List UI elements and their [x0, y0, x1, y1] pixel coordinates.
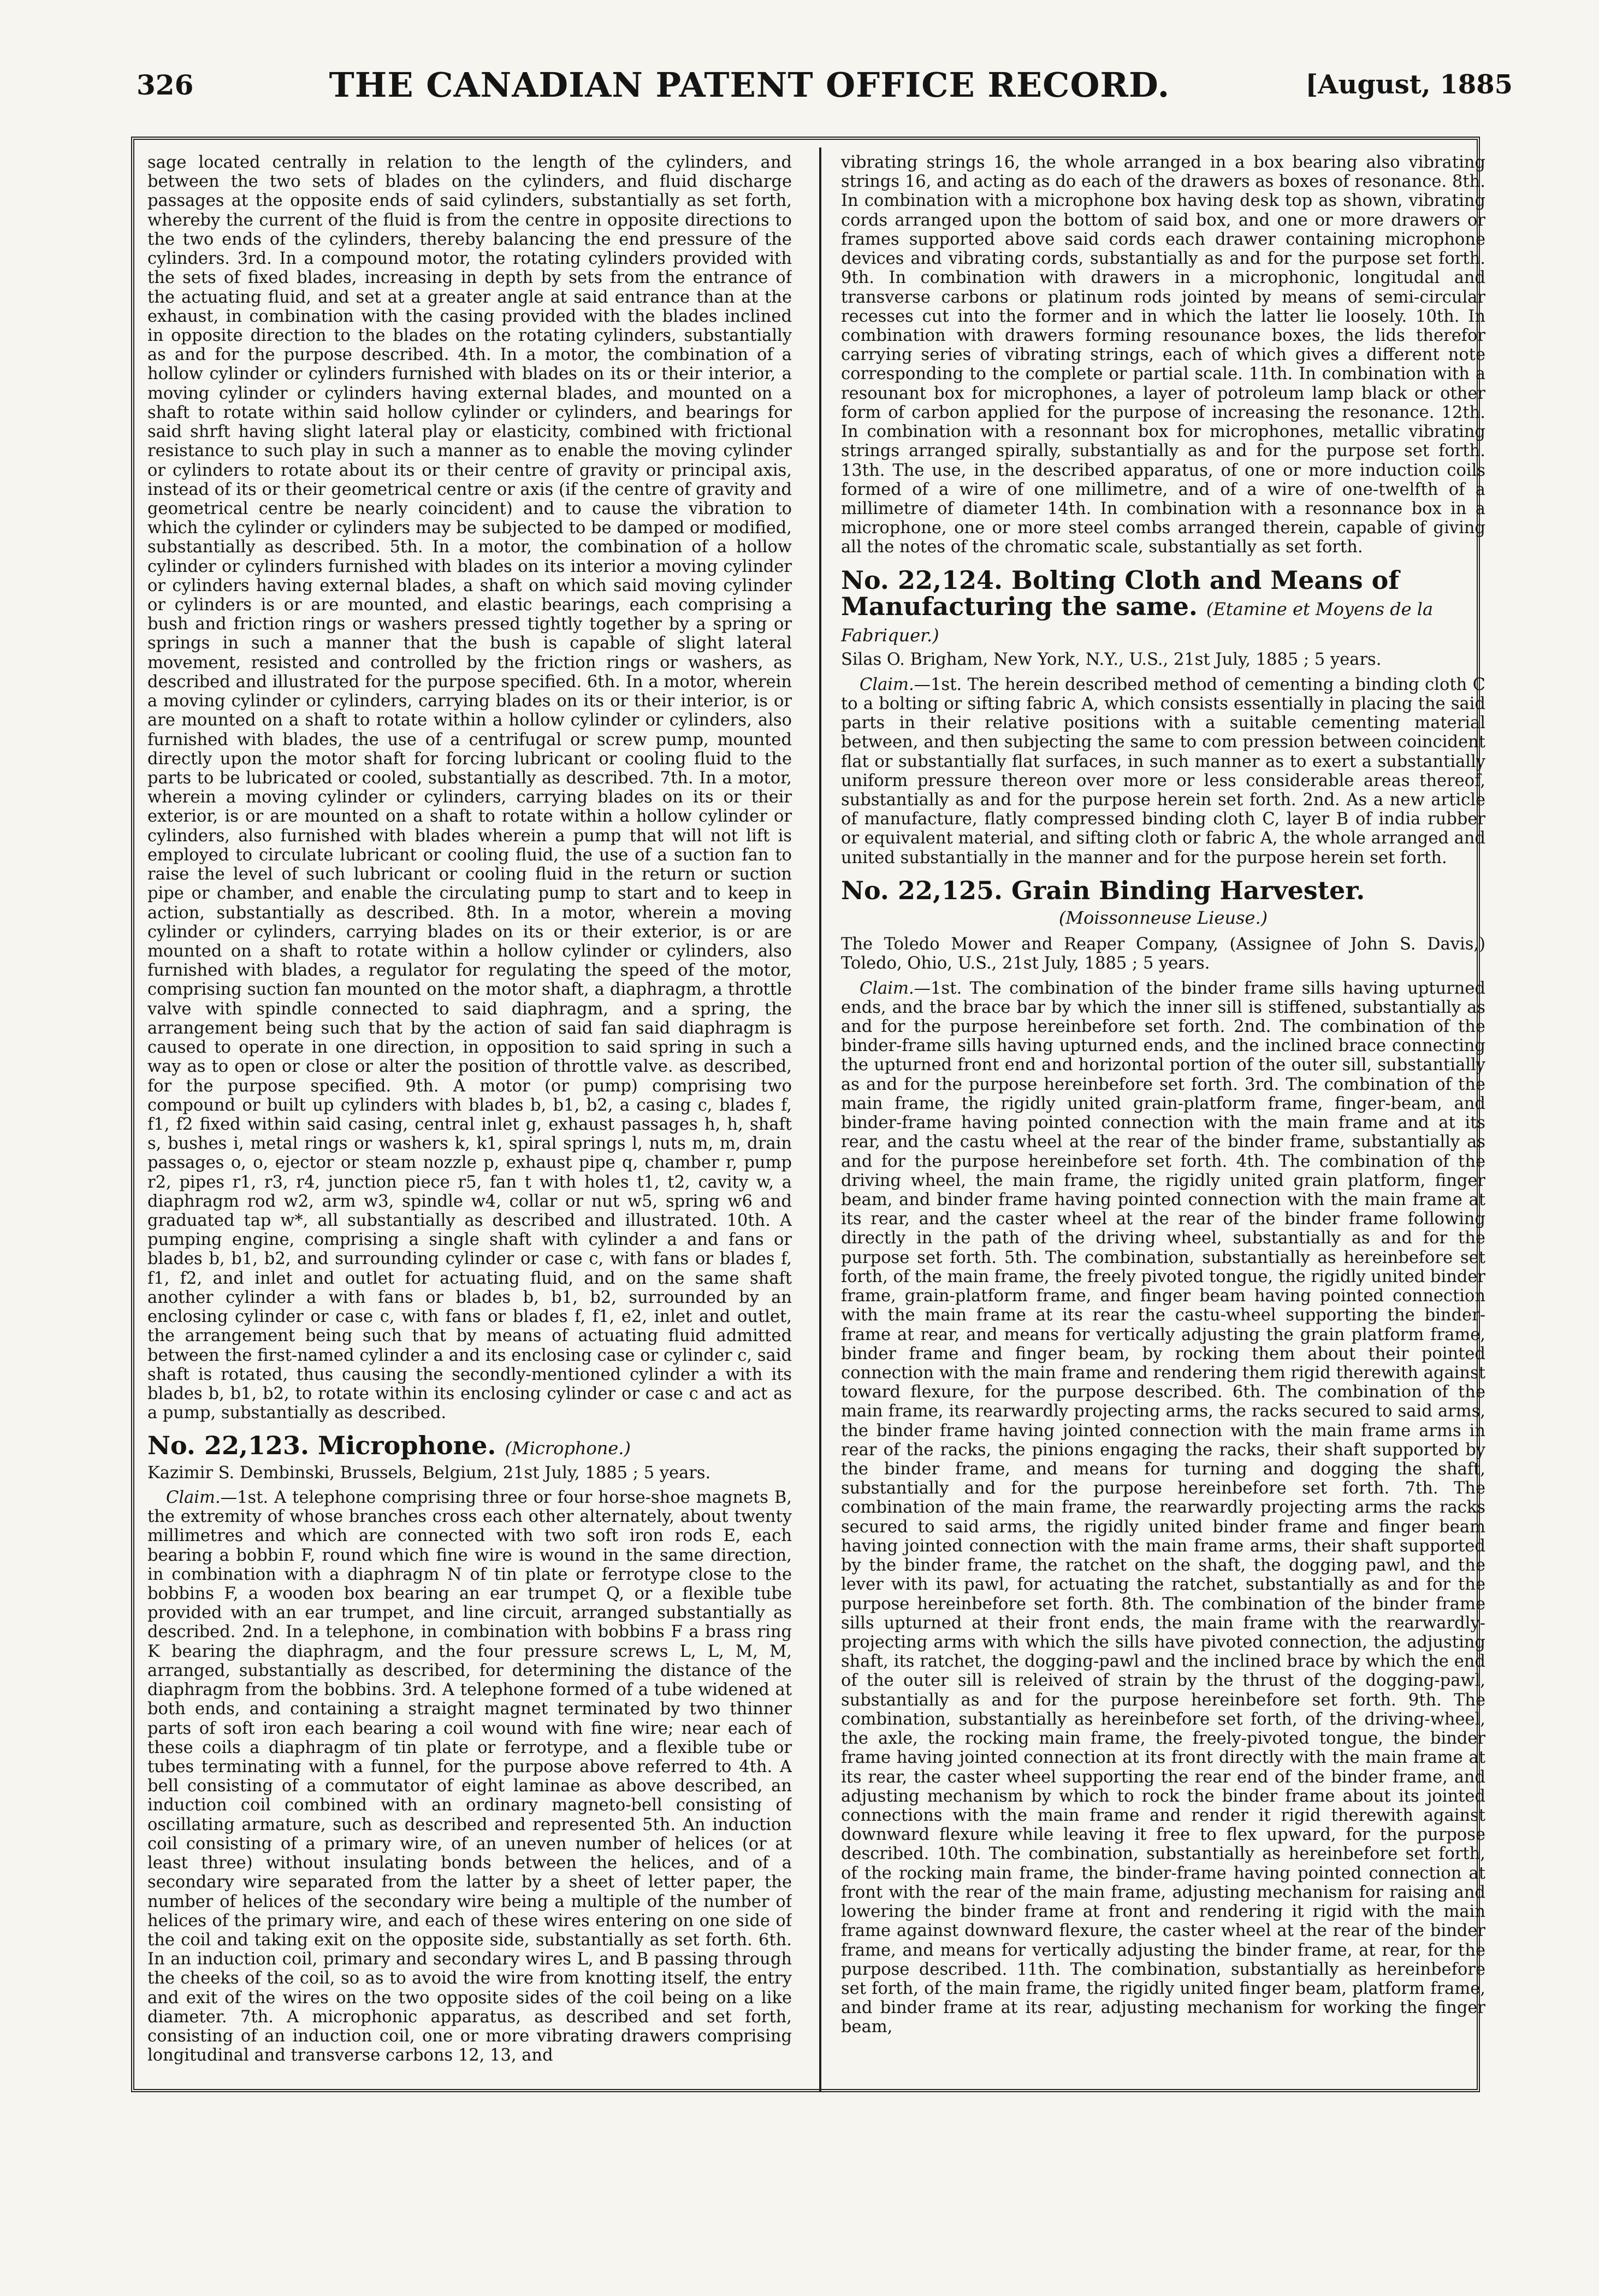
patent-22124-title: No. 22,124. Bolting Cloth and Means of Manufacturing the same.: [841, 565, 1400, 621]
claim-text: —1st. The herein described method of cementing a binding cloth C to a bolting or sifting fabric A, which consists essentially in placing the said parts in their relative positions with a suitable cementing material between, and then subjecting the same to com pression between coincident flat or substantially flat surfaces, in such manner as to exert a substantially uniform pressure thereon over more or less considerable areas thereof, substantially as and for the purpose herein set forth. 2nd. As a new article of manufacture, flatly compressed binding cloth C, layer B of india rubber or equivalent material, and sifting cloth or fabric A, the whole arranged and united substantially in the manner and for the purpose herein set forth.: [841, 675, 1485, 867]
claim-label: Claim.: [166, 1488, 221, 1507]
column-divider: [819, 147, 821, 2092]
patent-22125-french-title: (Moissonneuse Lieuse.): [1058, 907, 1268, 929]
journal-title: THE CANADIAN PATENT OFFICE RECORD.: [329, 64, 1170, 105]
claim-text: —1st. The combination of the binder frame sills having upturned ends, and the brace bar by which the inner sill is stiffened, substantially as and for the purpose hereinbefore set forth. 2nd. The combination of the binder-frame sills having upturned ends, and the inclined brace connecting the upturned front end and horizontal portion of the outer sill, substantially as and for the purpose hereinbefore set forth. 3rd. The combination of the main frame, the rigidly united grain-platform frame, finger-beam, and binder-frame having pointed connection with the main frame and at its rear, and the castu wheel at the rear of the binder frame, substantially as and for the purpose hereinbefore set forth. 4th. The combination of the driving wheel, the main frame, the rigidly united grain platform, finger beam, and binder frame having pointed connection with the main frame at its rear, and the caster wheel at the rear of the binder frame following directly in the path of the driving wheel, substantially as and for the purpose set forth. 5th. The combination, substantially as hereinbefore set forth, of the main frame, the freely pivoted tongue, the rigidly united binder frame, grain-platform frame, and finger beam having pointed connection with the main frame at its rear the castu-wheel supporting the binder-frame at rear, and means for vertically adjusting the grain platform frame, binder frame and finger beam, by rocking them about their pointed connection with the main frame and rendering them rigid therewith against toward flexure, for the purpose described. 6th. The combination of the main frame, its rearwardly projecting arms, the racks secured to said arms, the binder frame having jointed connection with the main frame arms in rear of the racks, the pinions engaging the racks, their shaft supported by the binder frame, and means for turning and dogging the shaft, substantially and for the purpose hereinbefore set forth. 7th. The combination of the main frame, the rearwardly projecting arms the racks secured to said arms, the rigidly united binder frame and finger beam having jointed connection with the main frame arms, their shaft supported by the binder frame, the ratchet on the shaft, the dogging pawl, and the lever with its pawl, for actuating the ratchet, substantially as and for the purpose hereinbefore set forth. 8th. The combination of the binder frame sills upturned at their front ends, the main frame with the rearwardly-projecting arms with which the sills have pivoted connection, the adjusting shaft, its ratchet, the dogging-pawl and the inclined brace by which the end of the outer sill is releived of strain by the thrust of the dogging-pawl, substantially as and for the purpose hereinbefore set forth. 9th. The combination, substantially as hereinbefore set forth, of the driving-wheel, the axle, the rocking main frame, the freely-pivoted tongue, the binder frame having jointed connection at its front directly with the main frame at its rear, the caster wheel supporting the rear end of the binder frame, and adjusting mechanism by which to rock the binder frame about its jointed connections with the main frame and render it rigid therewith against downward flexure while leaving it free to flex upward, for the purpose described. 10th. The combination, substantially as hereinbefore set forth, of the rocking main frame, the binder-frame having pointed connection at front with the rear of the main frame, adjusting mechanism for raising and lowering the binder frame at front and rendering it rigid with the main frame against downward flexure, the caster wheel at the rear of the binder frame, and means for vertically adjusting the binder frame, at rear, for the purpose described. 11th. The combination, substantially as hereinbefore set forth, of the main frame, the rigidly united finger beam, platform frame, and binder frame at its rear, adjusting mechanism for working the finger beam,: [841, 978, 1485, 2037]
patent-22123-french-title: (Microphone.): [505, 1438, 631, 1459]
patent-22125-inventor: The Toledo Mower and Reaper Company, (Assignee of John S. Davis,) Toledo, Ohio, U.S., 21st July, 1885 ; 5 years.: [841, 935, 1485, 973]
patent-22123-title: No. 22,123. Microphone.: [147, 1431, 496, 1461]
patent-22124-claims: [841, 675, 1485, 867]
claim-text: —1st. A telephone comprising three or four horse-shoe magnets B, the extremity of whose branches cross each other alternately, about twenty millimetres and which are connected with two soft iron rods E, each bearing a bobbin F, round which fine wire is wound in the same direction, in combination with a diaphragm N of tin plate or ferrotype close to the bobbins F, a wooden box bearing an ear trumpet Q, or a flexible tube provided with an ear trumpet, and line circuit, arranged substantially as described. 2nd. In a telephone, in combination with bobbins F a brass ring K bearing the diaphragm, and the four pressure screws L, L, M, M, arranged, substantially as described, for determining the distance of the diaphragm from the bobbins. 3rd. A telephone formed of a tube widened at both ends, and containing a straight magnet terminated by two thinner parts of soft iron each bearing a coil wound with fine wire; near each of these coils a diaphragm of tin plate or ferrotype, and a flexible tube or tubes terminating with a funnel, for the purpose above referred to 4th. A bell consisting of a commutator of eight laminae as above described, an induction coil combined with an ordinary magneto-bell consisting of oscillating armature, such as described and represented 5th. An induction coil consisting of a primary wire, of an uneven number of helices (or at least three) without insulating bonds between the helices, and of a secondary wire separated from the latter by a sheet of letter paper, the number of helices of the secondary wire being a multiple of the number of helices of the primary wire, and each of these wires entering on one side of the coil and taking exit on the opposite side, substantially as set forth. 6th. In an induction coil, primary and secondary wires L, and B passing through the cheeks of the coil, so as to avoid the wire from knotting itself, the entry and exit of the wires on the two opposite sides of the coil being on a like diameter. 7th. A microphonic apparatus, as described and set forth, consisting of an induction coil, one or more vibrating drawers comprising longitudinal and transverse carbons 12, 13, and: [147, 1488, 792, 2065]
page-number: 326: [137, 68, 194, 101]
right-column: [841, 153, 1485, 2076]
patent-22125-title: No. 22,125. Grain Binding Harvester.: [841, 875, 1365, 905]
issue-date: [August, 1885: [1305, 69, 1513, 100]
patent-22123-inventor: Kazimir S. Dembinski, Brussels, Belgium, 21st July, 1885 ; 5 years.: [147, 1463, 711, 1483]
left-column: [147, 153, 792, 2076]
patent-22124-heading: [841, 567, 1485, 646]
claim-label: Claim.: [860, 978, 914, 998]
patent-22124-inventor: Silas O. Brigham, New York, N.Y., U.S., 21st July, 1885 ; 5 years.: [841, 650, 1382, 670]
claims-continuation: sage located centrally in relation to the length of the cylinders, and between the two sets of blades on the cylinders, and fluid discharge passages at the opposite ends of said cylinders, substantially as set forth, whereby the current of the fluid is from the centre in opposite directions to the two ends of the cylinders, thereby balancing the end pressure of the cylinders. 3rd. In a compound motor, the rotating cylinders provided with the sets of fixed blades, increasing in depth by sets from the entrance of the actuating fluid, and set at a greater angle at said entrance than at the exhaust, in combination with the casing provided with the blades inclined in opposite direction to the blades on the rotating cylinders, substantially as and for the purpose described. 4th. In a motor, the combination of a hollow cylinder or cylinders furnished with blades on its or their interior, a moving cylinder or cylinders having external blades, and mounted on a shaft to rotate within said hollow cylinder or cylinders, and bearings for said shrft having slight lateral play or elasticity, combined with frictional resistance to such play in such a manner as to enable the moving cylinder or cylinders to rotate about its or their centre of gravity or principal axis, instead of its or their geometrical centre or axis (if the centre of gravity and geometrical centre be nearly coincident) and to cause the vibration to which the cylinder or cylinders may be subjected to be damped or modified, substantially as described. 5th. In a motor, the combination of a hollow cylinder or cylinders furnished with blades on its interior a moving cylinder or cylinders having external blades, a shaft on which said moving cylinder or cylinders is or are mounted, and elastic bearings, each comprising a bush and friction rings or washers pressed tightly together by a spring or springs in such a manner that the bush is capable of slight lateral movement, resisted and controlled by the friction rings or washers, as described and illustrated for the purpose specified. 6th. In a motor, wherein a moving cylinder or cylinders, carrying blades on its or their interior, is or are mounted on a shaft to rotate within a hollow cylinder or cylinders, also furnished with blades, the use of a centrifugal or screw pump, mounted directly upon the motor shaft for forcing lubricant or cooling fluid to the parts to be lubricated or cooled, substantially as described. 7th. In a motor, wherein a moving cylinder or cylinders, carrying blades on its or their exterior, is or are mounted on a shaft to rotate within a hollow cylinder or cylinders, also furnished with blades wherein a pump that will not lift is employed to circulate lubricant or cooling fluid, the use of a suction fan to raise the level of such lubricant or cooling fluid in the return or suction pipe or chamber, and enable the circulating pump to start and to keep in action, substantially as described. 8th. In a motor, wherein a moving cylinder or cylinders, carrying blades on its or their exterior, is or are mounted on a shaft to rotate within a hollow cylinder or cylinders, also furnished with blades, a regulator for regulating the speed of the motor, comprising suction fan mounted on the motor shaft, a diaphragm, a throttle valve with spindle connected to said diaphragm, and a spring, the arrangement being such that by the action of said fan said diaphragm is caused to operate in one direction, in opposition to said spring in such a way as to open or close or alter the position of throttle valve. as described, for the purpose specified. 9th. A motor (or pump) comprising two compound or built up cylinders with blades b, b1, b2, a casing c, blades f, f1, f2 fixed within said casing, central inlet g, exhaust passages h, h, shaft s, bushes i, metal rings or washers k, k1, spiral springs l, nuts m, m, drain passages o, o, ejector or steam nozzle p, exhaust pipe q, chamber r, pump r2, pipes r1, r3, r4, junction piece r5, fan t with holes t1, t2, cavity w, a diaphragm rod w2, arm w3, spindle w4, collar or nut w5, spring w6 and graduated tap w*, all substantially as described and illustrated. 10th. A pumping engine, comprising a single shaft with cylinder a and fans or blades b, b1, b2, and surrounding cylinder or case c, with fans or blades f, f1, f2, and inlet and outlet for actuating fluid, and on the same shaft another cylinder a with fans or blades b, b1, b2, surrounded by an enclosing cylinder or case c, with fans or blades f, f1, e2, inlet and outlet, the arrangement being such that by means of actuating fluid admitted between the first-named cylinder a and its enclosing case or cylinder c, said shaft is rotated, thus causing the secondly-mentioned cylinder a with its blades b, b1, b2, to rotate within its enclosing cylinder or case c and act as a pump, substantially as described.: [147, 153, 792, 1423]
claims-continuation-right: vibrating strings 16, the whole arranged in a box bearing also vibrating strings 16, and acting as do each of the drawers as boxes of resonance. 8th. In combination with a microphone box having desk top as shown, vibrating cords arranged upon the bottom of said box, and one or more drawers or frames supported above said cords each drawer containing microphone devices and vibrating cords, substantially as and for the purpose set forth. 9th. In combination with drawers in a microphonic, longitudal and transverse carbons or platinum rods jointed by means of semi-circular recesses cut into the former and in which the latter lie loosely. 10th. In combination with drawers forming resounance boxes, the lids therefor carrying series of vibrating strings, each of which gives a different note corresponding to the complete or partial scale. 11th. In combination with a resounant box for microphones, a layer of potroleum lamp black or other form of carbon applied for the purpose of increasing the resonance. 12th. In combination with a resonnant box for microphones, metallic vibrating strings arranged spirally, substantially as and for the purpose set forth. 13th. The use, in the described apparatus, of one or more induction coils formed of a wire of one millimetre, and of a wire of one-twelfth of a millimetre of diameter 14th. In combination with a resonnance box in a microphone, one or more steel combs arranged therein, capable of giving all the notes of the chromatic scale, substantially as set forth.: [841, 153, 1485, 557]
patent-22124-french-title: (Etamine et Moyens de la Fabriquer.): [841, 598, 1434, 646]
patent-22123-heading: [147, 1432, 792, 1459]
patent-22125-heading: [841, 877, 1485, 904]
patent-22125-claims: [841, 979, 1485, 2037]
patent-22123-claims: [147, 1488, 792, 2065]
claim-label: Claim.: [860, 675, 914, 694]
page-header: [137, 60, 1513, 109]
